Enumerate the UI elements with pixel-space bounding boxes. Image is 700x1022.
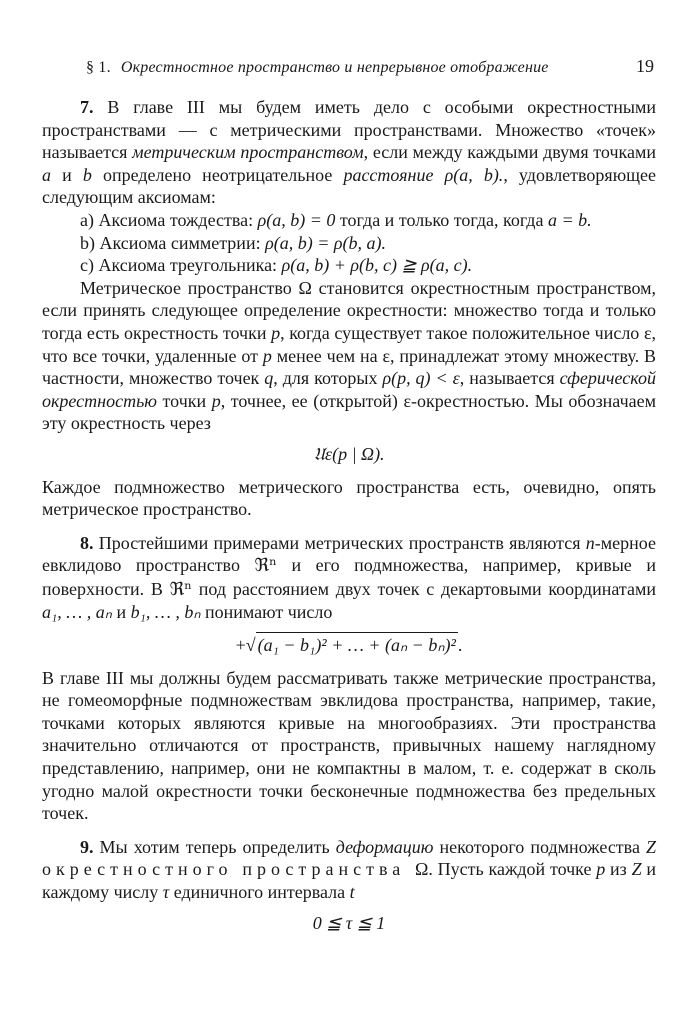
- axiom-a: [42, 209, 656, 232]
- period: .: [457, 635, 463, 656]
- paragraph-metric-space: [42, 277, 656, 435]
- text: , называется: [459, 368, 560, 389]
- sqrt-expression: (a₁ − b₁)² + … + (aₙ − bₙ)²: [256, 632, 458, 656]
- display-formula-distance: [42, 632, 656, 657]
- axiom-b: [42, 232, 656, 255]
- text: определено неотрицательное: [91, 164, 344, 185]
- emphasis-distance: расстояние: [343, 164, 434, 185]
- running-header: [86, 57, 654, 81]
- math-Z: Z: [645, 836, 656, 857]
- spaced-text: окрестностного пространства: [42, 859, 415, 880]
- paragraph-8: 8. Простейшими примерами метрических пространств являются n-мерное евклидово пространство ℜⁿ и его подмножества, например, кривые и поверхности. В ℜⁿ под расстоянием двух точек с декартовыми координатами a₁, … , aₙ и b₁, … , bₙ понимают число: [42, 532, 656, 623]
- paragraph-subsets: Каждое подмножество метрического пространства есть, очевидно, опять метрическое пространство.: [42, 476, 656, 520]
- text: и каждому числу: [42, 859, 656, 902]
- math-rho-ab: ρ(a, b).: [444, 164, 504, 185]
- paragraph-number-7: 7.: [80, 97, 94, 117]
- text: Простейшими примерами метрических пространств являются: [93, 532, 586, 553]
- math-coords-a: a₁, … , aₙ: [42, 602, 112, 623]
- section-heading: [86, 57, 549, 80]
- text: , для которых: [273, 368, 383, 389]
- text: тогда и только тогда, когда: [335, 209, 548, 230]
- text: , если между каждыми двумя точками: [363, 142, 657, 163]
- text: некоторого подмножества: [433, 836, 646, 857]
- math-condition: ρ(p, q) < ε: [382, 368, 460, 389]
- display-formula-neighborhood: 𝔘ε(p | Ω).: [313, 443, 385, 464]
- paragraph-7: [42, 96, 656, 209]
- axiom-formula: ρ(a, b) = 0: [257, 209, 336, 230]
- text: и: [51, 164, 83, 185]
- math-p: p: [271, 322, 281, 343]
- page-number: 19: [636, 56, 654, 76]
- text: -мерное евклидово пространство: [42, 532, 656, 576]
- emphasis-spherical-neighborhood: сферической окрестностью: [42, 368, 656, 411]
- math-q: q: [264, 368, 274, 389]
- math-a: a: [42, 164, 51, 185]
- emphasis-metric-space: метрическим пространством: [132, 142, 364, 163]
- plus-sign: +: [235, 635, 246, 656]
- text: , когда существует такое положительное число ε, что все точки, удаленные от: [42, 322, 657, 366]
- section-number: § 1.: [86, 59, 111, 76]
- text: Метрическое пространство Ω становится окрестностным пространством, если принять следующее определение окрестности: множество тогда и только тогда есть окрестность точки: [42, 277, 656, 343]
- paragraph-number-9: 9.: [80, 836, 94, 857]
- axiom-label: b) Аксиома симметрии:: [80, 232, 266, 253]
- math-n: n: [585, 532, 595, 553]
- math-p: p: [211, 390, 221, 411]
- axiom-c: [42, 254, 656, 277]
- axiom-condition: a = b.: [547, 209, 592, 230]
- text: Ω. Пусть каждой точке: [415, 859, 597, 880]
- text: , удовлетворяющее следующим аксиомам:: [42, 164, 656, 208]
- math-t: t: [349, 882, 355, 902]
- text: из: [605, 859, 632, 880]
- text: менее чем на ε, принадлежат этому множеству. В частности, множество точек: [42, 345, 656, 389]
- sqrt-sign: √: [245, 635, 256, 656]
- math-Rn: ℜⁿ: [254, 555, 277, 577]
- math-Rn: ℜⁿ: [169, 578, 193, 600]
- emphasis-deformation: деформацию: [335, 836, 434, 857]
- math-b: b: [82, 164, 92, 185]
- math-p: p: [596, 859, 606, 880]
- axiom-formula: ρ(a, b) = ρ(b, a).: [265, 232, 386, 253]
- text: под расстоянием двух точек с декартовыми координатами: [192, 578, 656, 599]
- paragraph-number-8: 8.: [80, 532, 94, 553]
- page-body: [42, 96, 656, 944]
- axiom-label: c) Аксиома треугольника:: [80, 255, 282, 276]
- math-Z: Z: [631, 859, 642, 880]
- math-coords-b: b₁, … , bₙ: [130, 602, 201, 623]
- text: , точнее, ее (открытой) ε-окрестностью. Мы обозначаем эту окрестность через: [42, 390, 656, 434]
- text: понимают число: [200, 602, 333, 623]
- axiom-formula: ρ(a, b) + ρ(b, c) ≧ ρ(a, c).: [281, 255, 473, 276]
- paragraph-chapter3: В главе III мы должны будем рассматривать также метрические пространства, не гомеоморфные подмножествам эвклидова пространства, например, такие, точками которых являются кривые на многообразиях. Эти пространства значительно отличаются от пространств, привычных нашему наглядному представлению, например, они не компактны в малом, т. е. содержат в сколь угодно малой окрестности точки бесконечные подмножества без предельных точек.: [42, 667, 656, 824]
- display-formula-interval: 0 ≦ τ ≦ 1: [312, 912, 386, 933]
- paragraph-9: [42, 836, 656, 904]
- text: Мы хотим теперь определить: [93, 836, 336, 857]
- paragraph-gap: [42, 521, 656, 532]
- section-title: Окрестностное пространство и непрерывное отображение: [120, 59, 549, 76]
- paragraph-gap: [42, 825, 656, 836]
- text: точки: [156, 390, 212, 411]
- math-tau: τ: [162, 882, 170, 902]
- text: В главе III мы будем иметь дело с особыми окрестностными пространствами — с метрическими пространствами. Множество «точек» называется: [42, 97, 656, 163]
- axiom-label: a) Аксиома тождества:: [80, 209, 258, 230]
- text: и его подмножества, например, кривые и поверхности. В: [42, 555, 656, 599]
- math-p: p: [262, 345, 272, 366]
- text: единичного интервала: [169, 882, 350, 902]
